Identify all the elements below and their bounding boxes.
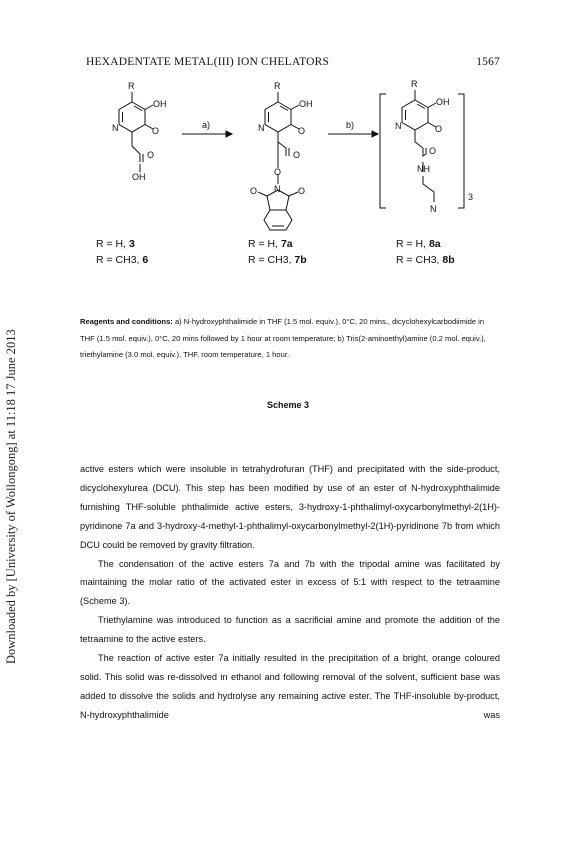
compound-labels-product [396,236,455,268]
atom-label: O [274,167,282,177]
label-text: R = H, [96,238,129,250]
atom-label: OH [153,99,167,109]
atom-label: OH [299,99,313,109]
molecule-acid [119,92,153,172]
paragraph: The reaction of active ester 7a initially resulted in the precipitation of a bright, orange coloured solid. This solid was re-dissolved in ethanol and following removal of the solvent, sufficient base was added to dissolve the solids and hydrolyse any remaining active ester. The THF-insoluble by-product, N-hydroxyphthalimide was [80,653,500,720]
scheme-diagram [60,76,520,261]
atom-label: R [128,81,135,91]
reaction-scheme [60,76,520,261]
atom-label: O [298,126,306,136]
compound-labels-ester [248,236,307,268]
compound-number: 3 [128,238,135,250]
scheme-caption: Scheme 3 [266,400,310,410]
arrow-a-label: a) [202,120,211,130]
arrow-b-label: b) [346,120,355,130]
left-bracket [380,94,386,208]
atom-label: O [293,150,301,160]
atom-label: O [429,146,437,156]
download-watermark: Downloaded by [University of Wollongong] at 11:18 17 June 2013 [4,329,18,664]
atom-label: R [411,79,418,89]
reagents-lead: Reagents and conditions: [80,317,173,326]
paragraph: Triethylamine was introduced to function as a sacrificial amine and promote the addition of the tetraamine to the active esters. [80,615,500,645]
page-number: 1567 [476,56,500,68]
right-bracket [458,94,464,208]
paragraph: The condensation of the active esters 7a and 7b with the tripodal amine was facilitated by maintaining the molar ratio of the activated ester in excess of 5:1 with respect to the tetraamine (Scheme 3). [80,558,500,607]
atom-label: O [147,150,155,160]
atom-label: OH [132,172,146,182]
atom-label: R [274,81,281,91]
compound-number: 7b [294,254,307,266]
atom-label: O [250,186,258,196]
atom-label: N [112,123,119,133]
atom-label: NH [417,164,430,174]
repeat-count: 3 [468,192,474,202]
paragraph: active esters which were insoluble in tetrahydrofuran (THF) and precipitated with the side-product, dicyclohexylurea (DCU). This step has been modified by use of an ester of N-hydroxyphthalimide furnishing THF-soluble phthalimide active esters, 3-hydroxy-1-phthalimyl-oxycarbonylmethyl-2(1H)-pyridinone 7a and 3-hydroxy-4-methyl-1-phthalimyl-oxycarbonylmethyl-2(1H)-pyridinone 7b from which DCU could be removed by gravity filtration. [80,464,500,550]
reagents-text: a) N-hydroxyphthalimide in THF (1.5 mol. equiv.), 0°C, 20 mins., dicyclohexylcarbodiimide in THF (1.5 mol. equiv.), 0°C, 20 mins followed by 1 hour at room temperature; b) Tris(2-aminoethyl)amine (0.2 mol. equiv.), triethylamine (3.0 mol. equiv.), THF, room temperature, 1 hour. [80,317,486,360]
compound-number: 7a [280,238,293,250]
atom-label: N [430,204,437,214]
compound-number: 8a [428,238,441,250]
label-text: R = CH3, [248,254,295,266]
atom-label: O [435,124,443,134]
atom-label: N [258,123,265,133]
running-header [86,56,500,72]
body-text [80,460,500,725]
compound-labels-acid [96,236,148,268]
label-text: R = CH3, [96,254,143,266]
molecule-active-ester [258,92,299,230]
atom-label: O [152,126,160,136]
label-text: R = H, [248,238,281,250]
compound-number: 6 [142,254,149,266]
compound-number: 8b [442,254,455,266]
label-text: R = H, [396,238,429,250]
label-text: R = CH3, [396,254,443,266]
atom-label: N [395,121,402,131]
atom-label: OH [436,97,450,107]
atom-label: N [274,184,281,194]
running-title: HEXADENTATE METAL(III) ION CHELATORS [86,56,330,68]
reagents-conditions [80,314,500,364]
atom-label: O [298,186,306,196]
